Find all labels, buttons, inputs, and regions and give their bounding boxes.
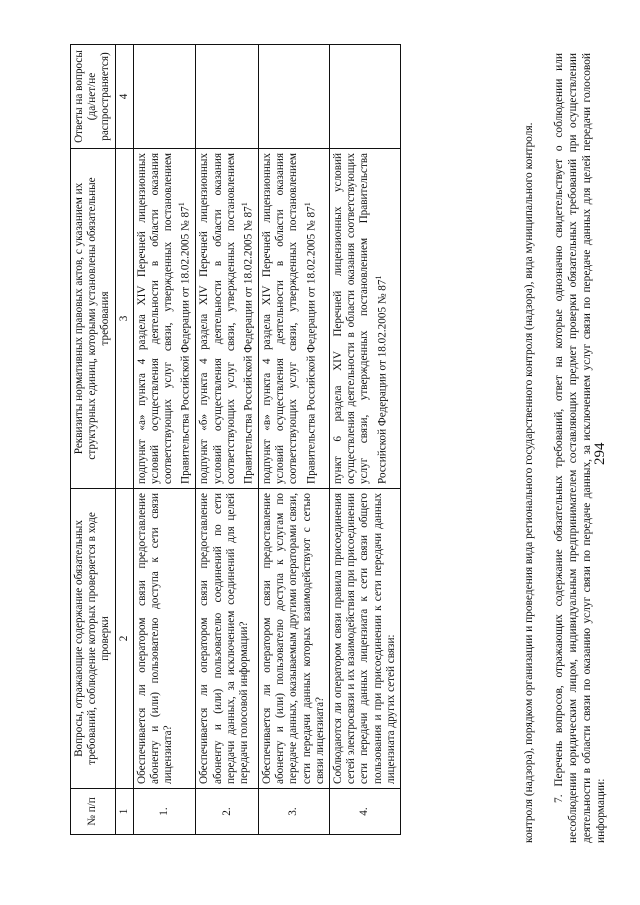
footnote-mark: 1	[177, 202, 187, 207]
row-answer	[329, 45, 400, 149]
row-act-text: подпункт «в» пункта 4 раздела XIV Перечней лицензионных условий осуществления деятельности в области оказания соответствующих услуг связи, утвержденных постановлением Правительства Российской Федерации от 18.02.2005 № 87	[260, 153, 318, 484]
column-number: 3	[115, 149, 133, 489]
row-act-text: подпункт «б» пункта 4 раздела XIV Перечней лицензионных условий осуществления деятельности в области оказания соответствующих услуг связи, утвержденных постановлением Правительства Российской Федерации от 18.02.2005 № 87	[198, 153, 255, 484]
footnote-mark: 1	[239, 202, 249, 207]
column-number: 2	[115, 489, 133, 789]
row-answer	[133, 45, 196, 149]
table-row	[258, 45, 329, 835]
row-question: Обеспечивается ли оператором связи предоставление абоненту и (или) пользователю соединений по сети передачи данных, за исключением соединений для целей передачи голосовой информации?	[196, 489, 259, 789]
row-number: 4.	[329, 789, 400, 835]
row-act	[329, 149, 400, 489]
row-number: 2.	[196, 789, 259, 835]
table-row	[196, 45, 259, 835]
row-question: Обеспечивается ли оператором связи предоставление абоненту и (или) пользователю доступа к услугам по передаче данных, оказываемым другими операторами связи, сети передачи данных которых взаимодействуют с сетью связи лицензиата?	[258, 489, 329, 789]
column-number-row	[115, 45, 133, 835]
footnote-mark: 1	[302, 202, 312, 207]
page-number: 294	[592, 442, 608, 465]
column-number: 1	[115, 789, 133, 835]
intro-text: контроля (надзора), порядком организации и проведения вида регионального государственного контроля (надзора), вида муниципального контроля.	[523, 122, 535, 843]
requirements-table	[70, 44, 401, 835]
header-num: № п/п	[71, 789, 116, 835]
table-row	[133, 45, 196, 835]
row-act-text: пункт 6 раздела XIV Перечней лицензионных условий осуществления деятельности в области оказания соответствующих услуг связи, утвержденных постановлением Правительства Российской Федерации от 18.02.2005 № 87	[331, 153, 389, 484]
row-act	[196, 149, 259, 489]
header-acts: Реквизиты нормативных правовых актов, с указанием их структурных единиц, которыми установлены обязательные требования	[71, 149, 116, 489]
header-row	[71, 45, 116, 835]
header-answers: Ответы на вопросы (да/нет/не распространяется)	[71, 45, 116, 149]
row-question: Соблюдаются ли оператором связи правила присоединения сетей электросвязи и их взаимодействия при присоединении сети передачи данных лицензиата к сети связи общего пользования и при присоединении к сети передачи данных лицензиата других сетей связи:	[329, 489, 400, 789]
row-act	[133, 149, 196, 489]
header-questions: Вопросы, отражающие содержание обязательных требований, соблюдение которых проверяется в ходе проверки	[71, 489, 116, 789]
paragraph-7: 7. Перечень вопросов, отражающих содержание обязательных требований, ответ на которые однозначно свидетельствует о соблюдении или несоблюдении юридическим лицом, индивидуальным предпринимателем составляющих предмет проверки обязательных требований при осуществлении деятельности в области связи по оказанию услуг связи по передаче данных, за исключением услуг связи по передаче данных для целей передачи голосовой информации:	[553, 53, 607, 843]
row-act-text: подпункт «а» пункта 4 раздела XIV Перечней лицензионных условий осуществления деятельности в области оказания соответствующих услуг связи, утвержденных постановлением Правительства Российской Федерации от 18.02.2005 № 87	[135, 153, 193, 484]
row-number: 1.	[133, 789, 196, 835]
row-answer	[196, 45, 259, 149]
column-number: 4	[115, 45, 133, 149]
row-answer	[258, 45, 329, 149]
row-question: Обеспечивается ли оператором связи предоставление абоненту и (или) пользователю доступа к сети связи лицензиата?	[133, 489, 196, 789]
table-row	[329, 45, 400, 835]
row-act	[258, 149, 329, 489]
row-number: 3.	[258, 789, 329, 835]
footnote-mark: 1	[373, 275, 383, 280]
